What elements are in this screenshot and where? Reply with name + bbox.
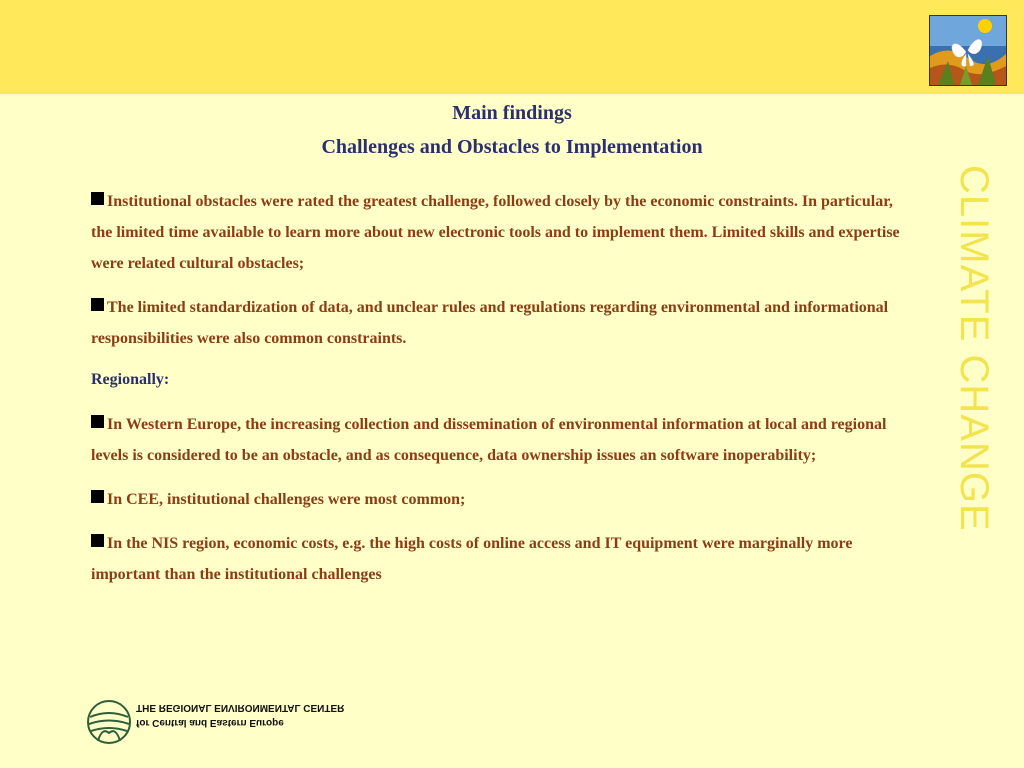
regional-text: In the NIS region, economic costs, e.g. the high costs of online access and IT equipment were marginally more important than the institutional challenges bbox=[91, 535, 853, 583]
header-band bbox=[0, 0, 1024, 94]
side-title: CLIMATE CHANGE bbox=[952, 165, 996, 532]
organization-name bbox=[136, 700, 344, 730]
finding-item bbox=[91, 186, 906, 279]
rec-globe-logo-icon bbox=[84, 697, 134, 747]
square-bullet-icon bbox=[91, 490, 104, 503]
regional-item bbox=[91, 409, 906, 471]
finding-item bbox=[91, 292, 906, 354]
org-line-1: for Central and Eastern Europe bbox=[136, 717, 284, 728]
page-subtitle: Challenges and Obstacles to Implementation bbox=[321, 136, 703, 158]
butterfly-sunflower-logo-icon bbox=[929, 15, 1007, 86]
org-line-2: THE REGIONAL ENVIRONMENTAL CENTER bbox=[136, 702, 345, 713]
finding-text: Institutional obstacles were rated the greatest challenge, followed closely by the economic constraints. In particular, the limited time available to learn more about new electronic tools and to implement them. Limited skills and expertise were related cultural obstacles; bbox=[91, 193, 900, 272]
page-title: Main findings bbox=[452, 102, 572, 124]
content-body bbox=[91, 186, 906, 603]
regional-item bbox=[91, 484, 906, 515]
finding-text: The limited standardization of data, and unclear rules and regulations regarding environmental and informational responsibilities were also common constraints. bbox=[91, 299, 889, 347]
regionally-label: Regionally: bbox=[91, 371, 170, 388]
square-bullet-icon bbox=[91, 534, 104, 547]
regional-text: In Western Europe, the increasing collection and dissemination of environmental information at local and regional levels is considered to be an obstacle, and as consequence, data ownership issues an software inoperability; bbox=[91, 416, 887, 464]
square-bullet-icon bbox=[91, 192, 104, 205]
regional-item bbox=[91, 528, 906, 590]
square-bullet-icon bbox=[91, 415, 104, 428]
square-bullet-icon bbox=[91, 298, 104, 311]
regional-text: In CEE, institutional challenges were most common; bbox=[107, 491, 466, 508]
